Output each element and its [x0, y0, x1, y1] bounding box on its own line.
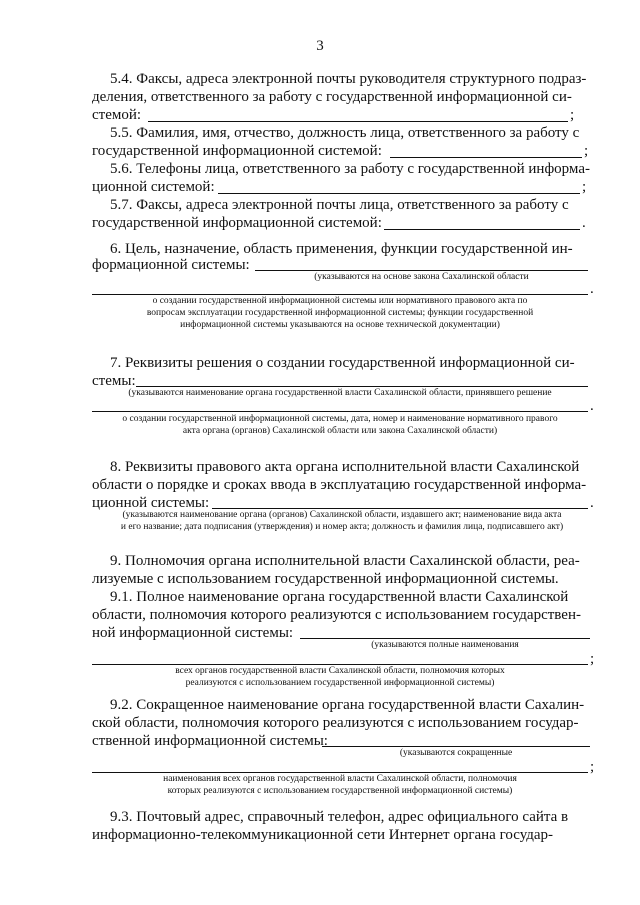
caption: (указываются наименование органа (органов) Сахалинской области, издавшего акт; наименование вида акта — [122, 510, 562, 520]
period: . — [590, 281, 594, 297]
fill-line — [92, 772, 588, 773]
text-line: 9. Полномочия органа исполнительной власти Сахалинской области, реа- — [110, 553, 580, 569]
text-line: области, полномочия которого реализуются с использованием государствен- — [92, 607, 581, 623]
caption: и его название; дата подписания (утверждения) и номер акта; должность и фамилия лица, подписавшего акт) — [120, 522, 564, 532]
text-line: стемы: — [92, 373, 136, 389]
text-line: стемой: — [92, 107, 142, 123]
fill-line — [384, 229, 580, 230]
text-line: ской области, полномочия которого реализуются с использованием государ- — [92, 715, 579, 731]
fill-line — [322, 746, 590, 747]
semicolon: ; — [570, 107, 575, 123]
caption: акта органа (органов) Сахалинской области или закона Сахалинской области) — [182, 426, 498, 436]
caption: реализуются с использованием государственной информационной системы) — [185, 678, 495, 688]
caption: которых реализуются с использованием государственной информационной системы) — [167, 786, 513, 796]
caption: информационной системы указываются на основе технической документации) — [180, 320, 500, 330]
semicolon: ; — [590, 759, 595, 775]
text-line: 5.6. Телефоны лица, ответственного за работу с государственной информа- — [110, 161, 590, 177]
caption: (указываются на основе закона Сахалинской области — [314, 272, 529, 282]
semicolon: ; — [582, 179, 587, 195]
period: . — [582, 215, 586, 231]
caption: (указываются сокращенные — [399, 748, 513, 758]
fill-line — [212, 508, 588, 509]
text-line: 9.2. Сокращенное наименование органа государственной власти Сахалин- — [110, 697, 585, 713]
fill-line — [92, 664, 588, 665]
semicolon: ; — [584, 143, 589, 159]
text-line: информационно-телекоммуникационной сети Интернет органа государ- — [92, 827, 554, 843]
fill-line — [92, 411, 588, 412]
fill-line — [300, 638, 590, 639]
caption: (указываются наименование органа государственной власти Сахалинской области, принявшего решение — [128, 388, 552, 398]
text-line: ционной системы: — [92, 495, 210, 511]
semicolon: ; — [590, 651, 595, 667]
caption: всех органов государственной власти Сахалинской области, полномочия которых — [175, 666, 505, 676]
caption: наименования всех органов государственной власти Сахалинской области, полномочия — [163, 774, 517, 784]
text-line: 5.4. Факсы, адреса электронной почты руководителя структурного подраз- — [110, 71, 587, 87]
caption: вопросам эксплуатации государственной информационной системы; функции государственной — [146, 308, 534, 318]
caption: о создании государственной информационной системы, дата, номер и наименование нормативного правого — [122, 414, 558, 424]
text-line: области о порядке и сроках ввода в эксплуатацию государственной информа- — [92, 477, 587, 493]
fill-line — [255, 270, 588, 271]
text-line: формационной системы: — [92, 257, 250, 273]
fill-line — [390, 157, 582, 158]
text-line: государственной информационной системой: — [92, 215, 382, 231]
text-line: 8. Реквизиты правового акта органа исполнительной власти Сахалинской — [110, 459, 580, 475]
fill-line — [218, 193, 580, 194]
period: . — [590, 495, 594, 511]
page-number: 3 — [316, 38, 324, 54]
text-line: 9.1. Полное наименование органа государственной власти Сахалинской — [110, 589, 569, 605]
text-line: 5.7. Факсы, адреса электронной почты лица, ответственного за работу с — [110, 197, 569, 213]
fill-line — [136, 386, 588, 387]
text-line: 9.3. Почтовый адрес, справочный телефон, адрес официального сайта в — [110, 809, 569, 825]
text-line: лизуемые с использованием государственной информационной системы. — [92, 571, 559, 587]
text-line: деления, ответственного за работу с государственной информационной си- — [92, 89, 572, 105]
text-line: 7. Реквизиты решения о создании государственной информационной си- — [110, 355, 575, 371]
text-line: ной информационной системы: — [92, 625, 294, 641]
fill-line — [148, 121, 568, 122]
text-line: государственной информационной системой: — [92, 143, 382, 159]
text-line: 5.5. Фамилия, имя, отчество, должность лица, ответственного за работу с — [110, 125, 580, 141]
text-line: ственной информационной системы: — [92, 733, 328, 749]
text-line: ционной системой: — [92, 179, 215, 195]
fill-line — [92, 294, 588, 295]
caption: о создании государственной информационной системы или нормативного правового акта по — [152, 296, 528, 306]
period: . — [590, 398, 594, 414]
caption: (указываются полные наименования — [371, 640, 519, 650]
text-line: 6. Цель, назначение, область применения, функции государственной ин- — [110, 241, 573, 257]
